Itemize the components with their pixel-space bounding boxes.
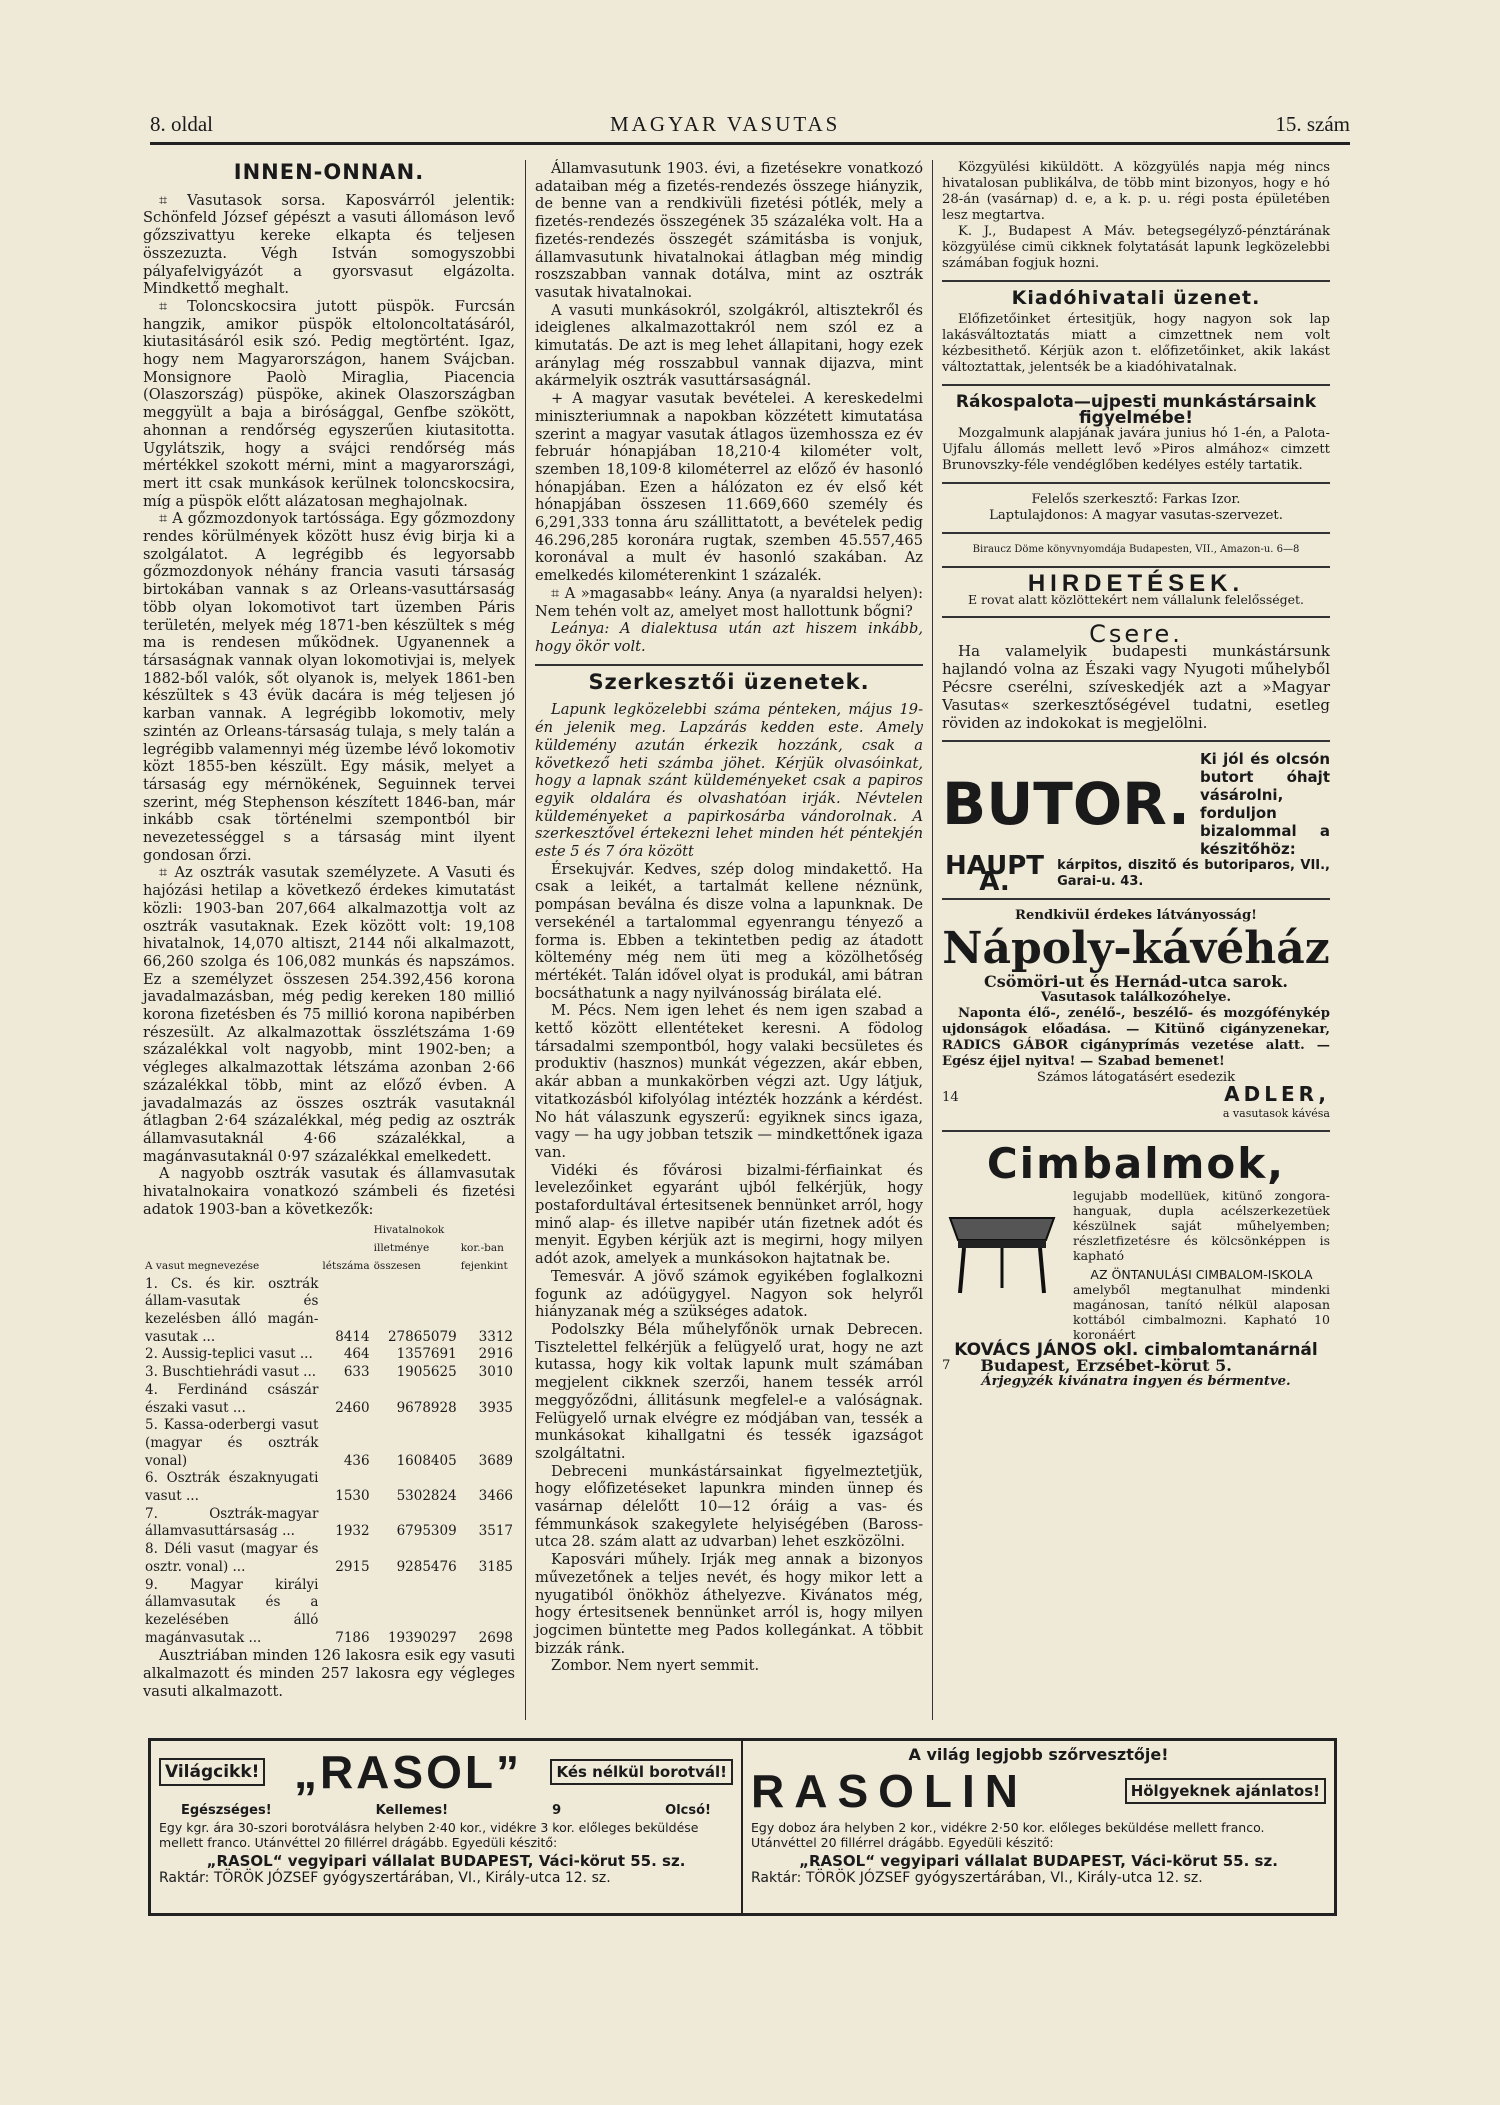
table-row [143, 1346, 515, 1364]
divider [942, 566, 1330, 568]
table-cell: 3312 [478, 1328, 513, 1345]
article-paragraph: K. J., Budapest A Máv. betegsegélyző-pénztárának közgyülése cimü cikknek folytatását lapunk legközelebbi számában fogjuk hozni. [942, 224, 1330, 271]
furniture-ad-headline: BUTOR. [942, 770, 1190, 838]
table-cell: 3689 [478, 1452, 513, 1469]
table-cell: 2915 [335, 1558, 370, 1575]
price-list-note: Árjegyzék kivánatra ingyen és bérmentve. [981, 1374, 1291, 1389]
table-cell: 3935 [478, 1399, 513, 1416]
table-cell: 1905625 [396, 1364, 457, 1381]
rasolin-ad [743, 1741, 1334, 1913]
cafe-ad-address: Csömöri-ut és Hernád-utca sarok. [984, 972, 1288, 991]
rasol-benefits [151, 1803, 741, 1818]
table-cell: 1932 [335, 1523, 370, 1540]
maker-name: HAUPT A. [945, 851, 1045, 897]
rasolin-brand: RASOLIN [751, 1765, 1028, 1817]
section-title: Szerkesztői üzenetek. [588, 669, 870, 694]
cimbalom-illustration [942, 1188, 1067, 1342]
teacher-address-row [942, 1358, 1330, 1374]
rasolin-maker: „RASOL“ vegyipari vállalat BUDAPEST, Váci-körut 55. sz. [799, 1852, 1278, 1870]
divider [942, 482, 1330, 484]
table-header-row [143, 1222, 515, 1275]
table-cell: 1. Cs. és kir. osztrák állam-vasutak és kezelésben álló magán-vasutak ... [145, 1275, 319, 1345]
section-title: Kiadóhivatali üzenet. [1011, 287, 1261, 309]
rasol-price: Egy kgr. ára 30-szori borotválásra helyben 2·40 kor., vidékre 3 kor. előleges beküldése mellett franco. Utánvéttel 20 fillérrel drágább. Egyedüli készitő: [159, 1820, 699, 1850]
bottom-advertisements [148, 1738, 1337, 1916]
rasolin-slogan: A világ legjobb szőrvesztője! [908, 1745, 1169, 1764]
table-header-cell: A vasut megnevezése [145, 1259, 260, 1272]
benefit: Kellemes! [375, 1803, 449, 1818]
table-cell: 9678928 [396, 1399, 457, 1416]
table-cell: 4. Ferdinánd császár északi vasut ... [145, 1381, 319, 1416]
table-cell: 2460 [335, 1399, 370, 1416]
page-number: 8. oldal [150, 112, 213, 136]
rasolin-claim: Hölgyeknek ajánlatos! [1125, 1778, 1326, 1804]
table-cell: 3517 [478, 1523, 513, 1540]
article-paragraph: Mozgalmunk alapjának javára junius hó 1-én, a Palota-Ujfalu állomás mellett levő »Piros almához« cimzett Brunovszky-féle vendéglőben kedélyes estély tartatik. [942, 426, 1330, 473]
cafe-owner-sub: a vasutasok kávésa [1222, 1107, 1330, 1120]
ads-title: HIRDETÉSEK. [1027, 570, 1245, 597]
cafe-ad-intro: Rendkivül érdekes látványosság! [1015, 908, 1257, 923]
cafe-ad-text: Naponta élő-, zenélő-, beszélő- és mozgófénykép ujdonságok előadása. — Kitünő cigányzenekar, RADICS GÁBOR cigányprímás vezetése alatt. — Egész éjjel nyitva! — Szabad bemenet! [942, 1006, 1330, 1069]
teacher-address: Budapest, Erzsébet-körut 5. [980, 1356, 1232, 1375]
article-paragraph: ⌗ Toloncskocsira jutott püspök. Furcsán hangzik, amikor püspök eltoloncoltatásáról, kiutasitásáról esik szó. Pedig megtörtént. Igaz, hogy nem Magyarországon, hanem Svájcban. Monsignore Paolò Miraglia, Piacencia (Olaszország) püspöke, akinek Olaszországban meggyült a baja a birósággal, Genfbe szökött, ahonnan a rendőrség egyszerűen kiutasitotta. Ugylátszik, hogy a svájci rendőrség más mértékkel szokott mérni, mint a magyarországi, mert itt csak munkások kerülnek toloncskocsira, míg a püspök előtt alázatosan meghajolnak. [143, 297, 515, 510]
table-cell: 3. Buschtiehrádi vasut ... [145, 1364, 317, 1381]
rasol-claim: Kés nélkül borotvál! [550, 1759, 733, 1785]
rasolin-store: Raktár: TÖRÖK JÓZSEF gyógyszertárában, VI., Király-utca 12. sz. [751, 1870, 1203, 1886]
cimbalom-ad [942, 1188, 1330, 1342]
ad-number: 14 [942, 1090, 959, 1105]
table-row [143, 1276, 515, 1347]
cimbalom-school-text: amelyből megtanulhat mindenki magánosan, tanító nélkül alaposan kottából cimbalmozni. Kapható 10 koronáért [1073, 1282, 1330, 1342]
table-cell: 8. Déli vasut (magyar és osztr. vonal) ... [145, 1541, 319, 1575]
article-paragraph: Közgyülési kiküldött. A közgyülés napja még nincs hivatalosan publikálva, de több mint bizonyos, hogy e hó 28-án (vasárnap) d. e, a k. p. u. régi posta épületében lesz megtartva. [942, 160, 1330, 223]
cimbalom-text [1073, 1188, 1330, 1342]
benefit: Olcsó! [665, 1803, 711, 1818]
rasol-maker: „RASOL“ vegyipari vállalat BUDAPEST, Váci-körut 55. sz. [206, 1852, 686, 1870]
divider [942, 532, 1330, 534]
cafe-ad-esedezik: Számos látogatásért esedezik [1036, 1070, 1236, 1085]
ad-number: 7 [942, 1358, 951, 1373]
column-middle [535, 160, 923, 1675]
divider [942, 1130, 1330, 1132]
table-header-cell: kor.-ban fejenkint [460, 1242, 508, 1272]
column-right [942, 160, 1330, 1390]
cimbalom-desc: legujabb modellüek, kitünő zongora-hanguak, dupla acélszerkezetüek készülnek saját műhelyemben; részletfizetésre és kölcsönképpen is kapható [1073, 1188, 1330, 1263]
table-cell: 7186 [335, 1629, 370, 1646]
table-header-cell: létszáma [322, 1259, 370, 1272]
divider [942, 384, 1330, 386]
notice-title: Rákospalota—ujpesti munkástársaink figyelmébe! [955, 392, 1317, 428]
furniture-ad [942, 750, 1330, 858]
editor-line: Felelős szerkesztő: Farkas Izor. [1031, 492, 1241, 507]
column-divider [932, 160, 933, 1720]
table-row [143, 1364, 515, 1382]
table-cell: 9. Magyar királyi államvasutak és a kezelésében álló magánvasutak ... [145, 1576, 319, 1646]
table-row [143, 1541, 515, 1576]
table-cell: 1608405 [396, 1452, 457, 1469]
table-cell: 5302824 [396, 1488, 457, 1505]
exchange-title: Csere. [1089, 620, 1183, 648]
article-paragraph: Debreceni munkástársainkat figyelmeztetjük, hogy előfizetéseket lapunkra minden ünnep és vasárnap délelőtt 10—12 óráig a vas- és fémmunkások szakegylete helyiségében (Baross-utca 28. szám alatt az udvarban) lehet eszközölni. [535, 1462, 923, 1551]
cimbalom-school: AZ ÖNTANULÁSI CIMBALOM-ISKOLA [1090, 1267, 1313, 1282]
issue-number: 15. szám [1275, 112, 1350, 136]
table-row [143, 1470, 515, 1505]
article-paragraph: Podolszky Béla műhelyfőnök urnak Debrecen. Tisztelettel felkérjük a felügyelő urat, hogy ne azt kutassa, hogy kik voltak lapunk mult számában megjelent cikknek szerzői, hanem tessék arról meggyőződni, állitásunk megfelel-e a valóságnak. Felügyelő urnak elvégre ez módjában van, tessék a munkásokat kihallgatni és tessék igazságot szolgáltatni. [535, 1321, 923, 1462]
table-cell: 633 [343, 1364, 370, 1381]
ad-number: 9 [552, 1803, 562, 1818]
rasol-headline-row [151, 1741, 741, 1803]
rasol-store: Raktár: TÖRÖK JÓZSEF gyógyszertárában, VI., Király-utca 12. sz. [159, 1870, 611, 1886]
article-paragraph: A vasuti munkásokról, szolgákról, altisztekről és ideiglenes alkalmazottakról nem szól ez a kimutatás. De azt is meg lehet állapitani, hogy ezek aránylag még rosszabbul vannak dijazva, mint akármelyik osztrák vasuttársaságnál. [535, 301, 923, 390]
table-cell: 1530 [335, 1488, 370, 1505]
table-cell: 2698 [478, 1629, 513, 1646]
article-paragraph: Előfizetőinket értesitjük, hogy nagyon sok lap lakásváltoztatás miatt a cimzettnek nem volt kézbesithető. Kérjük azon t. előfizetőinket, akik lakást változtattak, jelentsék be a kiadóhivatalnak. [942, 312, 1330, 375]
rasol-brand: „RASOL” [293, 1746, 522, 1798]
exchange-text: Ha valamelyik budapesti munkástársunk hajlandó volna az Északi vagy Nyugoti műhelyből Pécsre cserélni, szíveskedjék azt a »Magyar Vasutas« szerkesztőségével tudatni, esetleg röviden az indokokat is megjelölni. [942, 642, 1330, 732]
cafe-ad-headline: Nápoly-kávéház [942, 923, 1330, 974]
article-paragraph: ⌗ Az osztrák vasutak személyzete. A Vasuti és hajózási hetilap a következő érdekes kimutatást közli: 1903-ban 207,664 alkalmazottja volt az osztrák vasutaknak. Ezek között volt: 19,108 hivatalnok, 14,070 altiszt, 2144 női alkalmazott, 66,260 szolga és 106,082 munkás és napszámos. Ez a személyzet összesen 254.392,456 korona javadalmazásban, még pedig kereken 180 millió korona fizetésben és 75 millió korona napibérben részesült. Az alkalmazottak összlétszáma 1·69 százalékkal volt nagyobb, mint 1902-ben; a végleges alkalmazottak létszáma azonban 2·66 százalékkal több, mint az előző évben. A javadalmazás az összes osztrák vasutaknál átlagban 2·64 százalékkal, még pedig az osztrák államvasutaknál 4·66 százalékkal, a magánvasutaknál 0·97 százalékkal emelkedett. [143, 864, 515, 1165]
column-divider [525, 160, 526, 1720]
divider [942, 616, 1330, 618]
table-cell: 2916 [478, 1346, 513, 1363]
table-cell: 9285476 [396, 1558, 457, 1575]
cafe-owner: ADLER, [1224, 1082, 1330, 1106]
divider [942, 740, 1330, 742]
table-cell: 464 [343, 1346, 370, 1363]
cimbalom-headline: Cimbalmok, [986, 1139, 1286, 1188]
article-paragraph: + A magyar vasutak bevételei. A kereskedelmi miniszteriumnak a napokban közzétett kimutatása szerint a magyar vasutak átlagos üzemhossza ez év február hónapjában 18,210·4 kilométer volt, szemben 18,109·8 kilométerrel az előző év hasonló hónapjában. Ezen a hálózaton ez év első két hónapjában összesen 11.669,660 személy és 6,291,333 tonna áru szállittatott, a bevételek pedig 46.296,285 koronára rugtak, szemben 45.557,465 koronával a mult év hasonló szakában. Az emelkedés kilométerenkint 1 százalék. [535, 390, 923, 585]
maker-address: kárpitos, diszitő és butoriparos, VII., Garai-u. 43. [1057, 858, 1330, 889]
divider [535, 664, 923, 666]
article-paragraph: A nagyobb osztrák vasutak és államvasutak hivatalnokaira vonatkozó számbeli és fizetési adatok 1903-ban a következők: [143, 1165, 515, 1218]
teacher-name: KOVÁCS JÁNOS okl. cimbalomtanárnál [954, 1340, 1318, 1360]
article-paragraph: Ausztriában minden 126 lakosra esik egy vasuti alkalmazott és minden 257 lakosra egy végleges vasuti alkalmazott. [143, 1647, 515, 1700]
article-paragraph: Temesvár. A jövő számok egyikében foglalkozni fogunk az adóügygyel. Nagyon sok helyről hiányzanak még a szükséges adatok. [535, 1267, 923, 1321]
divider [942, 280, 1330, 282]
section-title: INNEN-ONNAN. [233, 160, 425, 184]
article-paragraph: ⌗ A gőzmozdonyok tartóssága. Egy gőzmozdony rendes körülmények között husz évig birja ki a szolgálatot. A legrégibb és legyorsabb gőzmozdonyok néhány francia vasuti társaság birtokában vannak s az Orleans-vasuttársaság több olyan lokomotivot tart üzemben Páris területén, melyek még 1871-ben készültek s még ma is rendesen működnek. Ugyanennek a társaságnak vannak olyan lokomotivjai is, melyek 1882-ből valók, sőt olyanok is, melyek 1861-ben készültek s 43 évük dacára is még teljesen jó karban vannak. A legrégibb lokomotiv, mely szintén az Orleans-társaság tulaja, s mely talán a legrégibb valamennyi még üzembe lévő lokomotiv közt 1855-ben készült. Egy másik, melyet a társaság egy mérnökének, Seguinnek tervei szerint, még Stephenson készített 1846-ban, már inkább csak történelmi szempontból bir nevezetességgel s a társaság mint ilyent gondosan őrzi. [143, 510, 515, 864]
table-row [143, 1506, 515, 1541]
article-paragraph: Államvasutunk 1903. évi, a fizetésekre vonatkozó adataiban még a fizetés-rendezés összege hiányzik, de benne van a rendkivüli fizetési pótlék, mely a fizetés-rendezés összegének 35 százaléka volt. Ha a fizetés-rendezés összegét számitásba is vonjuk, államvasutunk hivatalnokai átlagban még mindig roszszabban vannak dotálva, mint az osztrák vasutak hivatalnokai. [535, 160, 923, 301]
table-cell: 5. Kassa-oderbergi vasut (magyar és osztrák vonal) [145, 1417, 319, 1469]
rasol-tag: Világcikk! [159, 1758, 265, 1786]
table-row [143, 1577, 515, 1648]
table-header-cell: Hivatalnokok illetménye összesen [373, 1224, 445, 1272]
table-row [143, 1417, 515, 1470]
article-paragraph: Vidéki és fővárosi bizalmi-férfiainkat és levelezőinket egyaránt ujból felkérjük, hogy postafordultával értesitsenek bennünket arról, hogy minő alap- és illetve napibér után fizetnek adót és menyit. Egyben kérjük azt is megirni, hogy milyen adót azok, amelyek a munkásokon hajtatnak be. [535, 1161, 923, 1268]
table-cell: 2. Aussig-teplici vasut ... [145, 1346, 313, 1363]
table-cell: 19390297 [387, 1629, 457, 1646]
cafe-ad-meeting: Vasutasok találkozóhelye. [1040, 990, 1232, 1005]
furniture-ad-text: Ki jól és olcsón butort óhajt vásárolni, forduljon bizalommal a készitőhöz: [1199, 750, 1330, 858]
article-paragraph: Kaposvári műhely. Irják meg annak a bizonyos művezetőnek a teljes nevét, és hogy mikor lett a nyugatiból önökhöz áthelyezve. Kivánatos még, hogy értesitsenek bennünket arról is, hogy milyen jogcimen büntette meg Pados kollegánkat. A többit bizzák ránk. [535, 1551, 923, 1657]
table-cell: 3185 [478, 1558, 513, 1575]
statistics-table [143, 1222, 515, 1647]
article-paragraph: Lapunk legközelebbi száma pénteken, május 19-én jelenik meg. Lapzárás kedden este. Amely küldemény azután érkezik hozzánk, csak a következő heti számba jöhet. Kérjük olvasóinkat, hogy a lapnak szánt küldeményeket csak a papiros egyik oldalára és olvashatóan irják. Névtelen küldeményeket a papirkosárba vándorolnak. A szerkesztővel értekezni lehet minden hét péntekjén este 5 és 7 óra között [535, 701, 923, 861]
table-cell: 3010 [478, 1364, 513, 1381]
page-header [150, 112, 1350, 145]
table-cell: 27865079 [387, 1328, 457, 1345]
divider [942, 898, 1330, 900]
furniture-maker [942, 851, 1330, 897]
article-paragraph: Leánya: A dialektusa után azt hiszem inkább, hogy ökör volt. [535, 620, 923, 655]
ads-disclaimer: E rovat alatt közlöttekért nem vállalunk felelősséget. [967, 592, 1305, 607]
rasolin-price: Egy doboz ára helyben 2 kor., vidékre 2·50 kor. előleges beküldése mellett franco. Utánvéttel 20 fillérrel drágább. Egyedüli készitő: [751, 1820, 1265, 1850]
column-left [143, 160, 515, 1700]
table-cell: 6. Osztrák északnyugati vasut ... [145, 1470, 319, 1505]
article-paragraph: Érsekujvár. Kedves, szép dolog mindakettő. Ha csak a leikét, a tartalmát kellene néznünk, pompásan beválna és disze volna a lapunknak. De versekénél a tartalommal egyenrangu tényező a forma is. Ebben a tekintetben pedig az átadott költemény még nem üti meg a közölhetőség mértékét. Talán idővel olyat is produkál, ami bátran bocsáthatunk a nagy nyilvánosság birálata elé. [535, 860, 923, 1002]
table-cell: 6795309 [396, 1523, 457, 1540]
table-cell: 7. Osztrák-magyar államvasuttársaság ... [145, 1505, 319, 1540]
cafe-signature [942, 1082, 1330, 1106]
table-cell: 436 [343, 1452, 370, 1469]
rasol-ad [151, 1741, 743, 1913]
article-paragraph: Zombor. Nem nyert semmit. [551, 1657, 760, 1675]
printer-line: Biraucz Döme könyvnyomdája Budapesten, VII., Amazon-u. 6—8 [972, 544, 1300, 555]
benefit: Egészséges! [181, 1803, 272, 1818]
table-cell: 8414 [335, 1328, 370, 1345]
article-paragraph: ⌗ Vasutasok sorsa. Kaposvárról jelentik: Schönfeld József gépészt a vasuti állomáson levő gőzszivattyu kereke elkapta és teljesen összezuzta. Végh István somogyszobbi pályafelvigyázót a gyorsvasut elgázolta. Mindkettő meghalt. [143, 191, 515, 298]
table-cell: 1357691 [396, 1346, 457, 1363]
newspaper-title: MAGYAR VASUTAS [610, 112, 841, 136]
table-cell: 3466 [478, 1488, 513, 1505]
cimbalom-icon [942, 1188, 1062, 1298]
table-row [143, 1382, 515, 1417]
article-paragraph: M. Pécs. Nem igen lehet és nem igen szabad a kettő között ellentéteket keresni. A födolog társadalmi szempontból, hogy valaki becsületes és produktiv (hasznos) munkát végezzen, akár ebben, akár abban a munkakörben végzi azt. Ugy látjuk, vitatkozásból kifolyólag intézték hozzánk a kérdést. No hát válaszunk egyszerű: egyiknek sincs igaza, vagy — ha ugy jobban tetszik — mindkettőnek igaza van. [535, 1002, 923, 1161]
owner-line: Laptulajdonos: A magyar vasutas-szervezet. [989, 508, 1283, 523]
article-paragraph: ⌗ A »magasabb« leány. Anya (a nyaraldsi helyen): Nem tehén volt az, amelyet most hallottunk bőgni? [535, 584, 923, 620]
rasolin-headline-row [743, 1764, 1334, 1818]
